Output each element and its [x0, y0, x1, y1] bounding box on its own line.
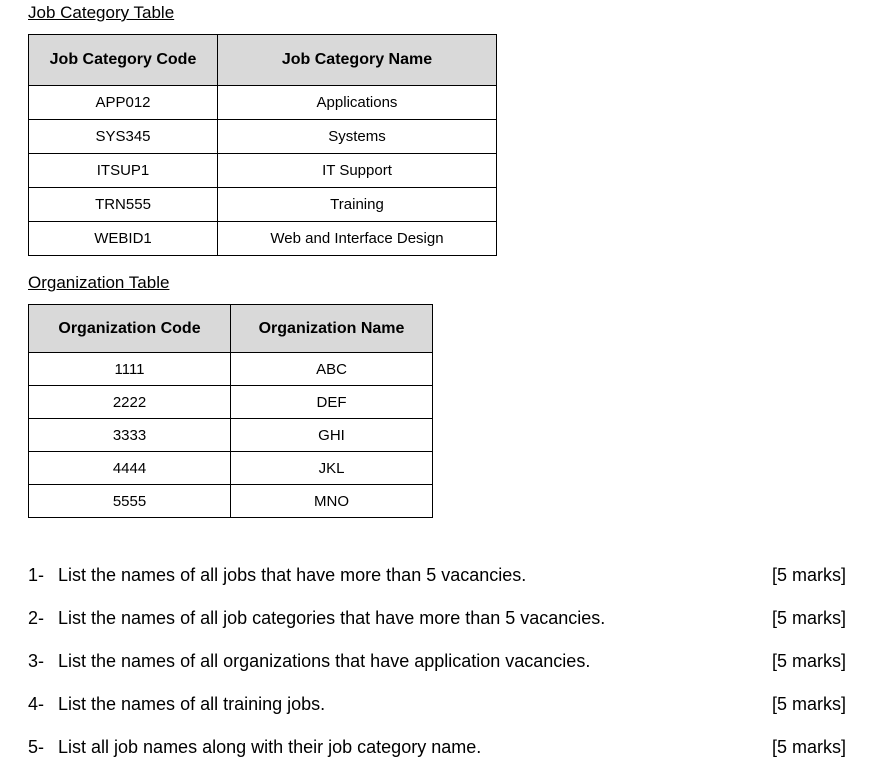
organization-code-cell: 3333: [29, 419, 231, 452]
question-marks: [5 marks]: [771, 651, 846, 671]
table-row: [29, 452, 433, 485]
table-header-row: [29, 35, 497, 86]
table-header-row: [29, 305, 433, 353]
question-number: 4-: [28, 694, 45, 714]
job-category-code-cell: SYS345: [29, 120, 218, 154]
question-text: List the names of all jobs that have more than 5 vacancies.: [58, 565, 527, 585]
job-category-name-cell: Applications: [218, 86, 497, 120]
question-number: 3-: [28, 651, 45, 671]
table-row: [29, 485, 433, 518]
question-number: 2-: [28, 608, 45, 628]
organization-name-cell: GHI: [231, 419, 433, 452]
table-row: [29, 353, 433, 386]
question-item: [28, 649, 846, 673]
organization-code-cell: 5555: [29, 485, 231, 518]
question-marks: [5 marks]: [771, 694, 846, 714]
question-number: 1-: [28, 565, 45, 585]
job-category-table: [28, 34, 497, 256]
question-item: [28, 692, 846, 716]
question-text: List the names of all organizations that have application vacancies.: [58, 651, 591, 671]
question-text: List all job names along with their job category name.: [58, 737, 482, 757]
question-number: 5-: [28, 737, 45, 757]
organization-code-cell: 2222: [29, 386, 231, 419]
table-row: [29, 419, 433, 452]
question-text: List the names of all training jobs.: [58, 694, 326, 714]
job-category-code-cell: APP012: [29, 86, 218, 120]
job-category-code-header: Job Category Code: [29, 35, 218, 86]
organization-name-cell: MNO: [231, 485, 433, 518]
job-category-name-cell: Training: [218, 188, 497, 222]
organization-name-cell: DEF: [231, 386, 433, 419]
organization-table-caption: Organization Table: [28, 273, 170, 292]
table-row: [29, 188, 497, 222]
question-text: List the names of all job categories that have more than 5 vacancies.: [58, 608, 606, 628]
table-row: [29, 222, 497, 256]
job-category-name-cell: IT Support: [218, 154, 497, 188]
question-marks: [5 marks]: [771, 565, 846, 585]
organization-name-header: Organization Name: [231, 305, 433, 353]
table-row: [29, 86, 497, 120]
table-row: [29, 154, 497, 188]
organization-code-cell: 4444: [29, 452, 231, 485]
job-category-table-caption: Job Category Table: [28, 3, 175, 22]
organization-name-cell: JKL: [231, 452, 433, 485]
job-category-name-cell: Systems: [218, 120, 497, 154]
organization-table: [28, 304, 433, 518]
organization-code-cell: 1111: [29, 353, 231, 386]
job-category-code-cell: ITSUP1: [29, 154, 218, 188]
organization-name-cell: ABC: [231, 353, 433, 386]
job-category-name-cell: Web and Interface Design: [218, 222, 497, 256]
job-category-code-cell: TRN555: [29, 188, 218, 222]
table-row: [29, 386, 433, 419]
table-row: [29, 120, 497, 154]
question-item: [28, 563, 846, 587]
job-category-code-cell: WEBID1: [29, 222, 218, 256]
question-marks: [5 marks]: [771, 608, 846, 628]
question-marks: [5 marks]: [771, 737, 846, 757]
question-item: [28, 735, 846, 759]
job-category-name-header: Job Category Name: [218, 35, 497, 86]
question-item: [28, 606, 846, 630]
organization-code-header: Organization Code: [29, 305, 231, 353]
